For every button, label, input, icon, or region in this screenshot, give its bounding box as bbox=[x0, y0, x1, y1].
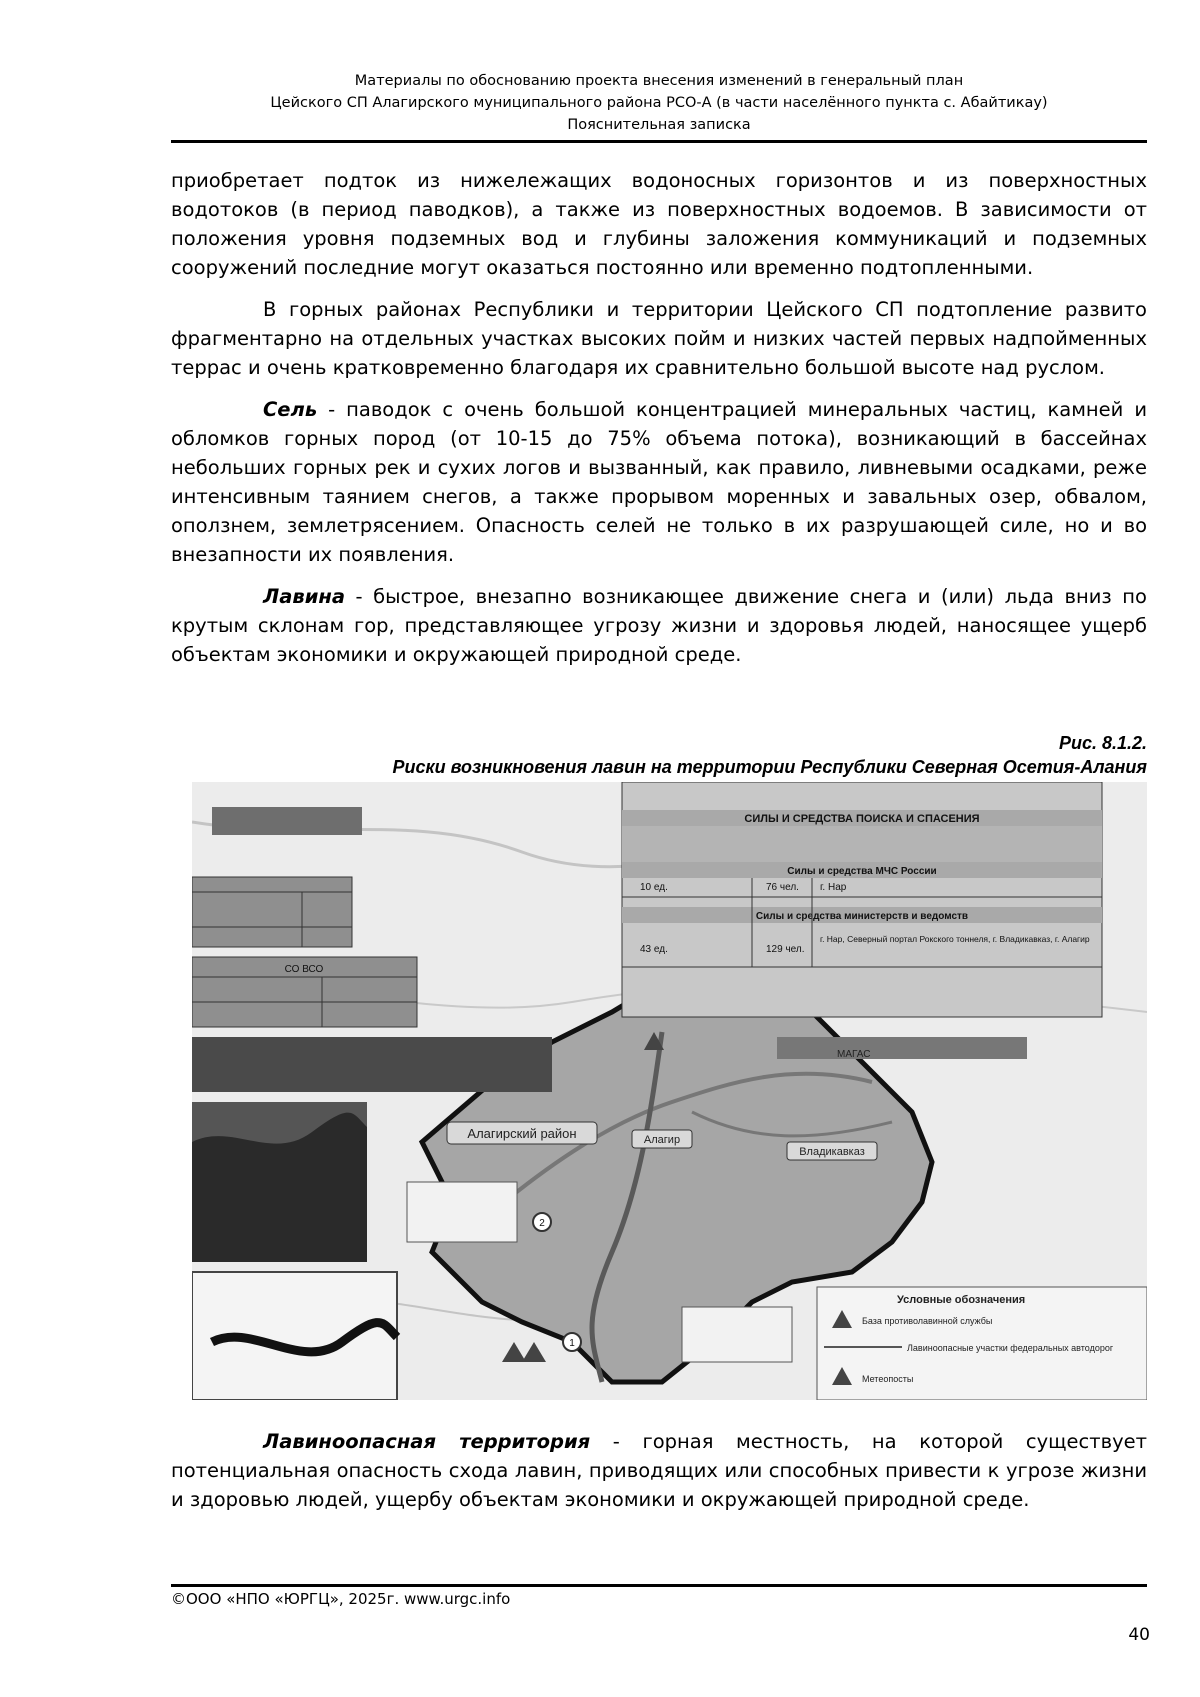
figure-title: Риски возникновения лавин на территории Республики Северная Осетия-Алания bbox=[392, 757, 1147, 777]
rescue-table-sub2: Силы и средства министерств и ведомств bbox=[755, 911, 969, 922]
header-line-2: Цейского СП Алагирского муниципального района РСО-А (в части населённого пункта с. Абайтикау) bbox=[270, 95, 1048, 111]
rescue-r2-c2: 129 чел. bbox=[766, 944, 805, 955]
rescue-table-title: СИЛЫ И СРЕДСТВА ПОИСКА И СПАСЕНИЯ bbox=[744, 813, 980, 825]
paragraph-3-text: - паводок с очень большой концентрацией минеральных частиц, камней и обломков горных пород (от 10-15 до 75% объема потока), возникающий в бассейнах небольших горных рек и сухих логов и вызванный, как правило, ливневыми осадками, реже интенсивным таянием снегов, а также прорывом моренных и завальных озер, обвалом, оползнем, землетрясением. Опасность селей не только в их разрушающей силе, но и во внезапности их появления. bbox=[171, 398, 1147, 566]
header-line-3: Пояснительная записка bbox=[567, 117, 751, 133]
legend-item-1: База противолавинной службы bbox=[862, 1316, 993, 1326]
legend-item-2: Лавиноопасные участки федеральных автодорог bbox=[907, 1343, 1114, 1353]
svg-text:2: 2 bbox=[539, 1218, 545, 1229]
rescue-r2-c1: 43 ед. bbox=[640, 944, 668, 955]
footer-copyright: ©ООО «НПО «ЮРГЦ», 2025г. www.urgc.info bbox=[171, 1590, 511, 1608]
callout-box-1 bbox=[682, 1307, 792, 1362]
page-number: 40 bbox=[1128, 1625, 1150, 1645]
legend-title: Условные обозначения bbox=[897, 1294, 1026, 1306]
header-divider bbox=[171, 140, 1147, 143]
rescue-r1-c3: г. Нар bbox=[820, 882, 847, 893]
label-magas: МАГАС bbox=[837, 1049, 871, 1060]
header-line-1: Материалы по обоснованию проекта внесения изменений в генеральный план bbox=[354, 73, 964, 89]
svg-text:1: 1 bbox=[569, 1338, 575, 1349]
paragraph-1: приобретает подток из нижележащих водоносных горизонтов и из поверхностных водотоков (в период паводков), а также из поверхностных водоемов. В зависимости от положения уровня подземных вод и глубины заложения коммуникаций и подземных сооружений последние могут оказаться постоянно или временно подтопленными. bbox=[171, 169, 1147, 279]
legend-item-3: Метеопосты bbox=[862, 1374, 914, 1384]
figure-number: Рис. 8.1.2. bbox=[1058, 733, 1147, 753]
paragraph-5 bbox=[171, 1427, 1147, 1514]
rescue-r1-c2: 76 чел. bbox=[766, 882, 799, 893]
document-header bbox=[171, 70, 1147, 136]
callout-box-2 bbox=[407, 1182, 517, 1242]
left-note-bar bbox=[192, 1037, 552, 1092]
body-block-top bbox=[171, 166, 1147, 669]
avalanche-risk-map bbox=[192, 782, 1147, 1400]
term-lavinoopasnaya: Лавиноопасная территория bbox=[263, 1430, 591, 1453]
right-note-bar bbox=[777, 1037, 1027, 1059]
label-alagir: Алагир bbox=[643, 1134, 681, 1146]
footer-divider bbox=[171, 1584, 1147, 1587]
term-sel: Сель bbox=[263, 398, 318, 421]
rescue-r1-c1: 10 ед. bbox=[640, 882, 668, 893]
label-alagir-region: Алагирский район bbox=[467, 1126, 577, 1141]
paragraph-4 bbox=[171, 582, 1147, 669]
figure-caption bbox=[171, 731, 1147, 779]
map-title-bar bbox=[212, 807, 362, 835]
left-box-title: СО ВСО bbox=[284, 964, 324, 975]
label-vladikavkaz: Владикавказ bbox=[799, 1146, 865, 1158]
rescue-r2-c3: г. Нар, Северный портал Рокского тоннеля, г. Владикавказ, г. Алагир bbox=[820, 934, 1090, 944]
left-info-table-1 bbox=[192, 877, 352, 947]
paragraph-5-text: - горная местность, на которой существует потенциальная опасность схода лавин, приводящих или способных привести к угрозе жизни и здоровью людей, ущербу объектам экономики и окружающей природной среде. bbox=[171, 1430, 1147, 1511]
paragraph-2: В горных районах Республики и территории Цейского СП подтопление развито фрагментарно на отдельных участках высоких пойм и низких частей первых надпойменных террас и очень кратковременно благодаря их сравнительно большой высоте над руслом. bbox=[171, 298, 1147, 379]
paragraph-4-text: - быстрое, внезапно возникающее движение снега и (или) льда вниз по крутым склонам гор, представляющее угрозу жизни и здоровья людей, наносящее ущерб объектам экономики и окружающей природной среде. bbox=[171, 585, 1147, 666]
paragraph-3 bbox=[171, 395, 1147, 569]
map-graphic bbox=[192, 782, 1147, 1400]
rescue-table-sub1: Силы и средства МЧС России bbox=[787, 866, 937, 877]
term-lavina: Лавина bbox=[263, 585, 345, 608]
body-block-bottom bbox=[171, 1427, 1147, 1514]
